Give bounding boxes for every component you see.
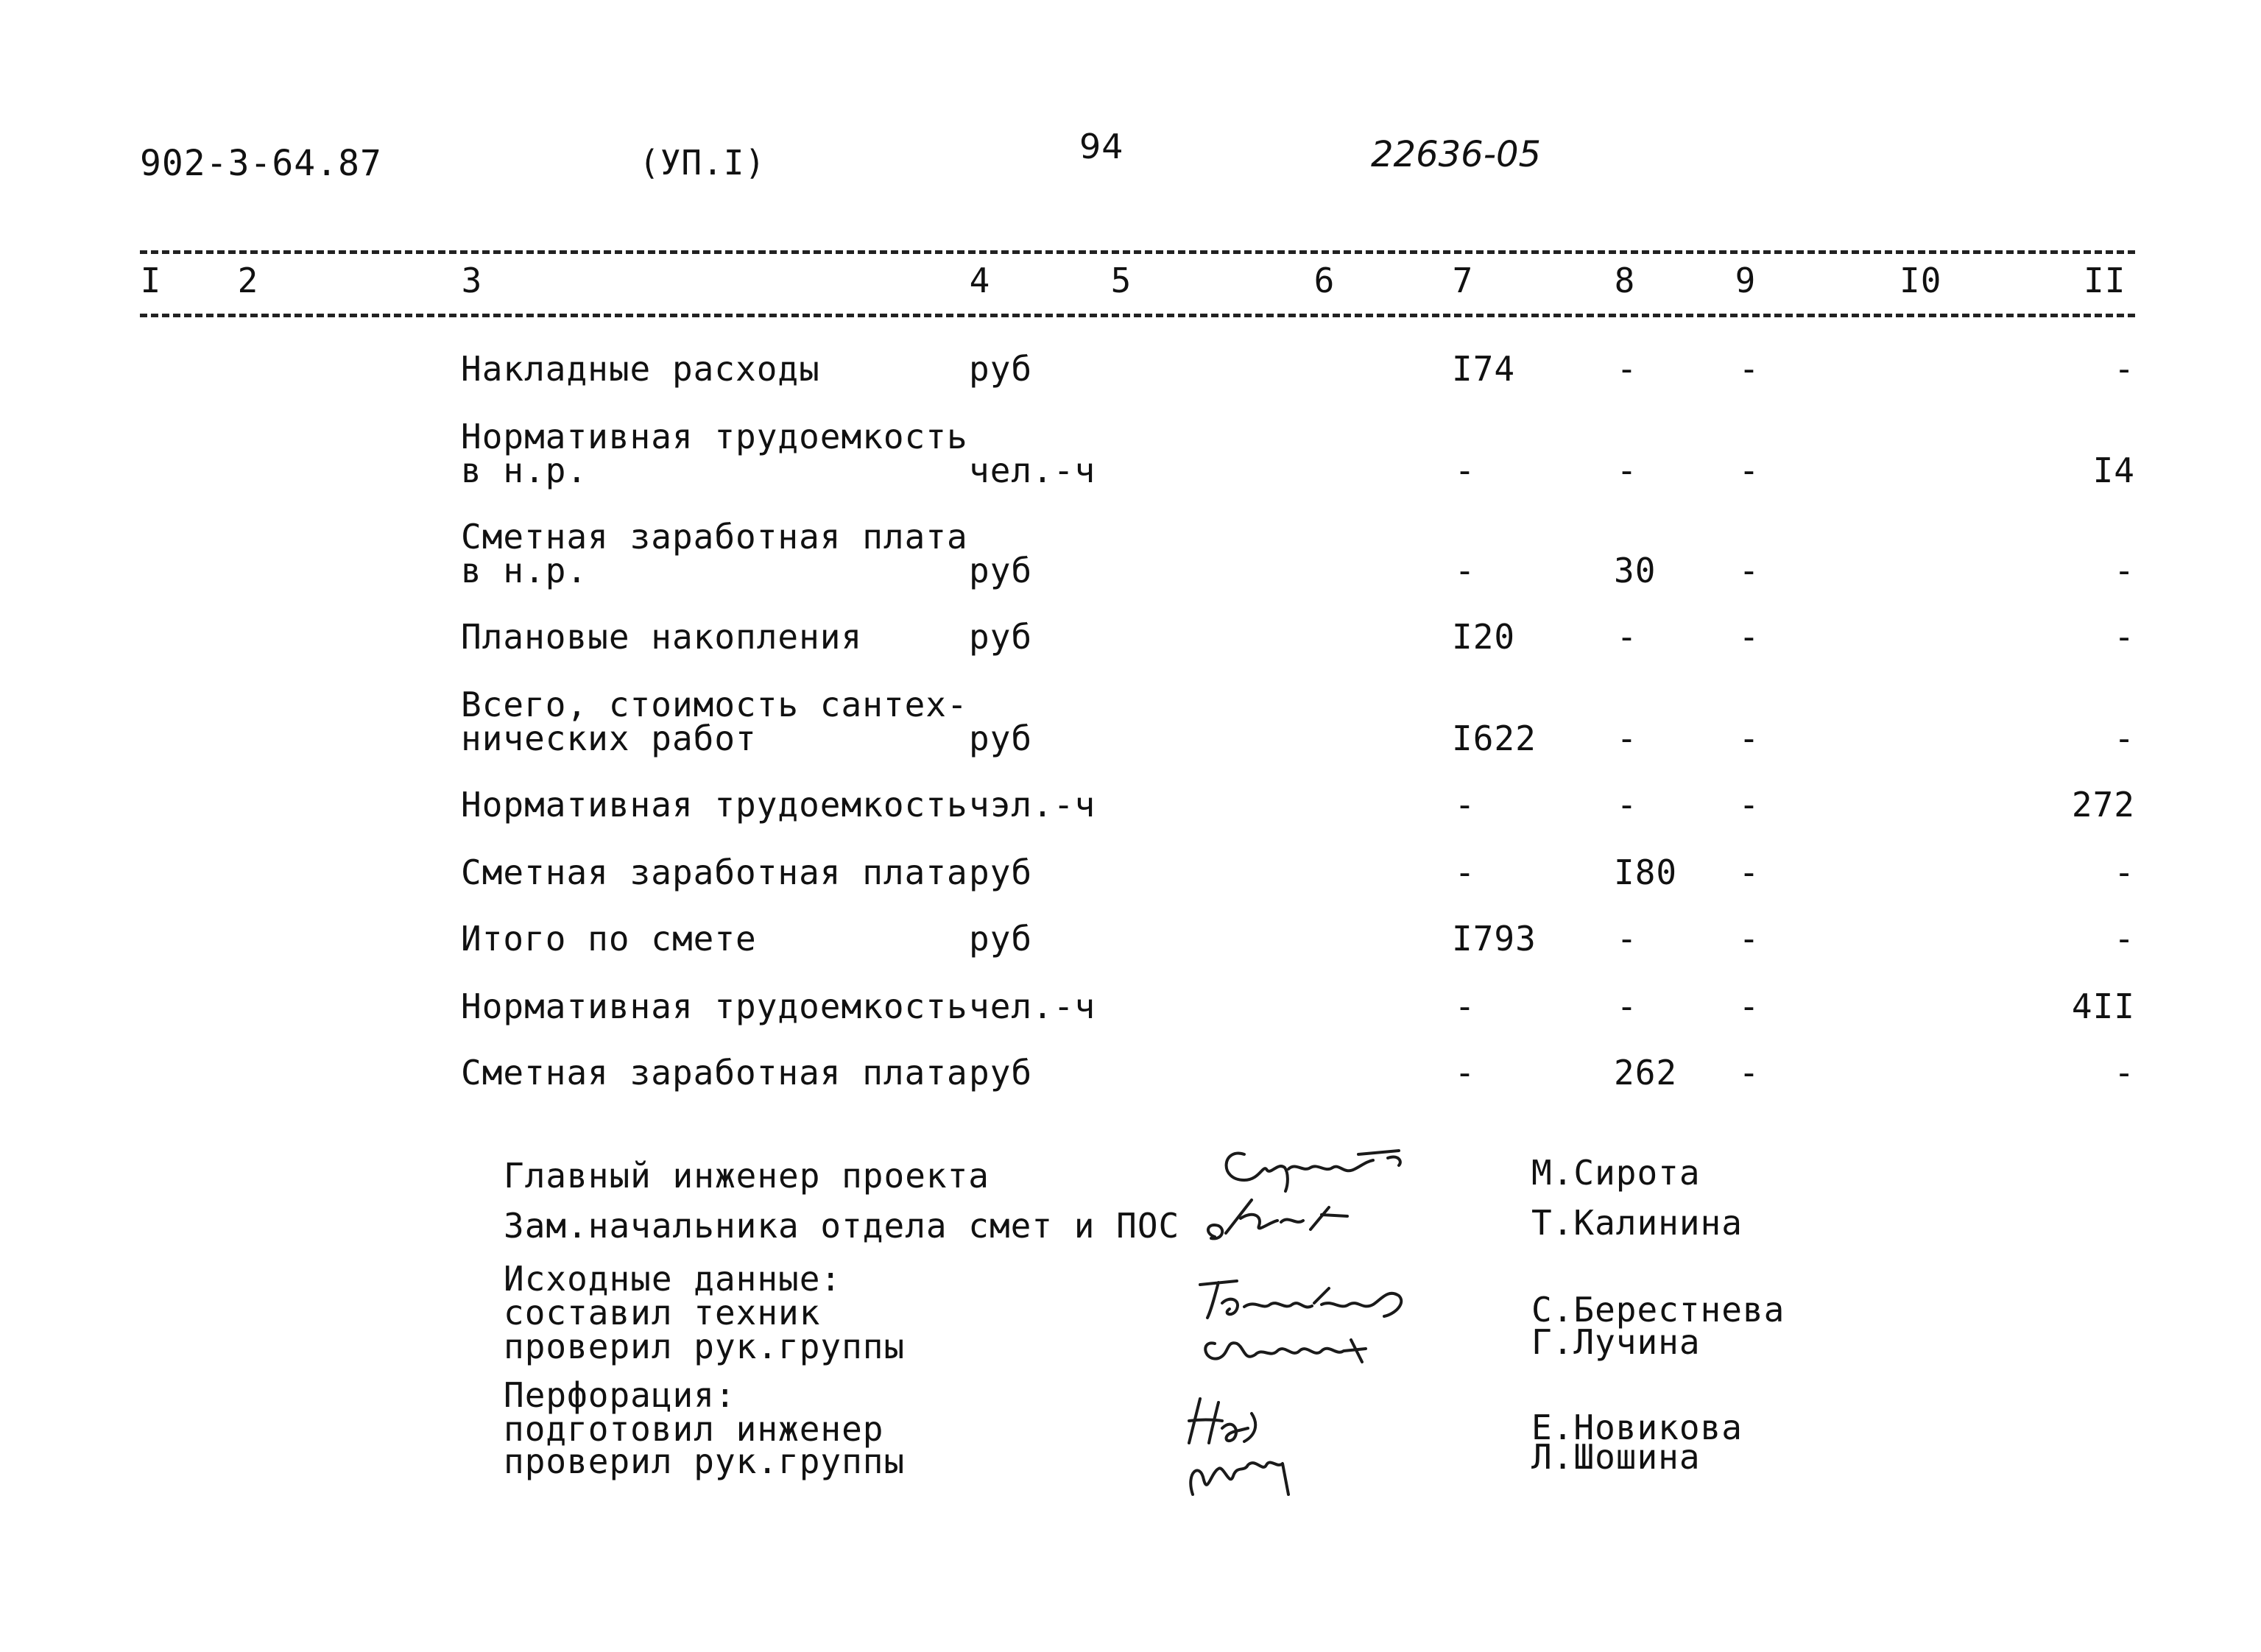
perforation-checked-name: Л.Шошина <box>1531 1437 1701 1477</box>
header-bottom-rule <box>140 314 2135 317</box>
row-unit: руб <box>969 349 1033 389</box>
row-col8: 30 <box>1614 551 1657 590</box>
row-col8: 262 <box>1614 1053 1678 1092</box>
row-col11: - <box>2114 853 2135 892</box>
column-header: 8 <box>1614 261 1636 300</box>
row-col7: - <box>1454 451 1476 490</box>
signature-kalinina <box>1200 1193 1369 1248</box>
row-col8: - <box>1616 719 1638 758</box>
row-col9: - <box>1738 719 1760 758</box>
row-name: Плановые накопления <box>461 617 863 657</box>
column-header: I <box>140 261 162 300</box>
source-data-checked-role: проверил рук.группы <box>504 1327 906 1366</box>
row-unit: руб <box>969 1053 1033 1092</box>
row-col7: - <box>1454 551 1476 590</box>
row-name-continuation: нических работ <box>461 719 757 758</box>
row-col7: I793 <box>1452 919 1537 959</box>
row-name: Итого по смете <box>461 919 757 959</box>
row-col9: - <box>1738 853 1760 892</box>
source-data-title: Исходные данные: <box>504 1259 842 1299</box>
chief-engineer-name: М.Сирота <box>1531 1153 1701 1193</box>
row-col11: 4II <box>2071 986 2135 1026</box>
signature-sirota <box>1215 1140 1406 1191</box>
row-name: Сметная заработная плата <box>461 853 968 892</box>
row-col9: - <box>1738 451 1760 490</box>
document-code: 902-3-64.87 <box>140 143 382 184</box>
row-col11: - <box>2114 1053 2135 1092</box>
column-header: I0 <box>1900 261 1942 300</box>
row-name: Нормативная трудоемкость <box>461 986 968 1026</box>
row-name: Всего, стоимость сантех- <box>461 685 968 724</box>
row-unit: руб <box>969 551 1033 590</box>
row-unit: чел.-ч <box>969 986 1096 1026</box>
perforation-prepared-name: Е.Новикова <box>1531 1408 1743 1447</box>
perforation-prepared-role: подготовил инженер <box>504 1409 884 1449</box>
row-col7: I74 <box>1452 349 1516 389</box>
column-header: 5 <box>1110 261 1132 300</box>
row-col11: - <box>2114 349 2135 389</box>
column-header: II <box>2084 261 2126 300</box>
row-col8: - <box>1616 451 1638 490</box>
row-col8: - <box>1616 986 1638 1026</box>
row-col11: - <box>2114 617 2135 657</box>
row-name: Сметная заработная плата <box>461 1053 968 1092</box>
row-name-continuation: в н.р. <box>461 451 588 490</box>
inventory-number: 22636-05 <box>1371 134 1542 175</box>
row-col11: I4 <box>2092 451 2135 490</box>
row-col7: - <box>1454 1053 1476 1092</box>
column-header: 2 <box>237 261 259 300</box>
row-col8: - <box>1616 785 1638 825</box>
row-unit: чел.-ч <box>969 451 1096 490</box>
column-header: 6 <box>1313 261 1336 300</box>
perforation-checked-role: проверил рук.группы <box>504 1441 906 1481</box>
signature-novikova-shoshina <box>1178 1391 1347 1502</box>
album-number: (УП.I) <box>639 143 766 183</box>
column-header: 9 <box>1735 261 1757 300</box>
row-col8: - <box>1616 617 1638 657</box>
source-data-checked-name: Г.Лучина <box>1531 1322 1701 1362</box>
row-col9: - <box>1738 617 1760 657</box>
row-col7: I622 <box>1452 719 1537 758</box>
row-unit: чэл.-ч <box>969 785 1096 825</box>
row-col7: - <box>1454 986 1476 1026</box>
row-col9: - <box>1738 986 1760 1026</box>
row-col9: - <box>1738 919 1760 959</box>
row-col7: - <box>1454 853 1476 892</box>
page-number: 94 <box>1079 127 1124 166</box>
row-col9: - <box>1738 785 1760 825</box>
chief-engineer-role: Главный инженер проекта <box>504 1156 990 1196</box>
row-name: Нормативная трудоемкость <box>461 417 968 456</box>
row-col7: - <box>1454 785 1476 825</box>
row-unit: руб <box>969 853 1033 892</box>
row-col9: - <box>1738 1053 1760 1092</box>
header-top-rule <box>140 250 2135 254</box>
row-col9: - <box>1738 349 1760 389</box>
deputy-head-name: Т.Калинина <box>1531 1203 1743 1243</box>
row-col11: - <box>2114 719 2135 758</box>
row-col11: - <box>2114 551 2135 590</box>
row-col8: I80 <box>1614 853 1678 892</box>
column-header: 3 <box>461 261 483 300</box>
row-col9: - <box>1738 551 1760 590</box>
column-header: 7 <box>1452 261 1474 300</box>
row-col8: - <box>1616 349 1638 389</box>
signature-berestneva <box>1185 1274 1436 1369</box>
column-header: 4 <box>969 261 991 300</box>
deputy-head-role: Зам.начальника отдела смет и ПОС <box>504 1206 1180 1246</box>
perforation-title: Перфорация: <box>504 1375 736 1415</box>
row-unit: руб <box>969 617 1033 657</box>
row-unit: руб <box>969 919 1033 959</box>
row-name: Сметная заработная плата <box>461 517 968 557</box>
row-name: Накладные расходы <box>461 349 820 389</box>
source-data-compiled-name: С.Берестнева <box>1531 1290 1785 1330</box>
row-name-continuation: в н.р. <box>461 551 588 590</box>
row-col8: - <box>1616 919 1638 959</box>
source-data-compiled-role: составил техник <box>504 1293 821 1332</box>
row-name: Нормативная трудоемкость <box>461 785 968 825</box>
row-unit: руб <box>969 719 1033 758</box>
row-col11: 272 <box>2071 785 2135 825</box>
row-col11: - <box>2114 919 2135 959</box>
row-col7: I20 <box>1452 617 1516 657</box>
